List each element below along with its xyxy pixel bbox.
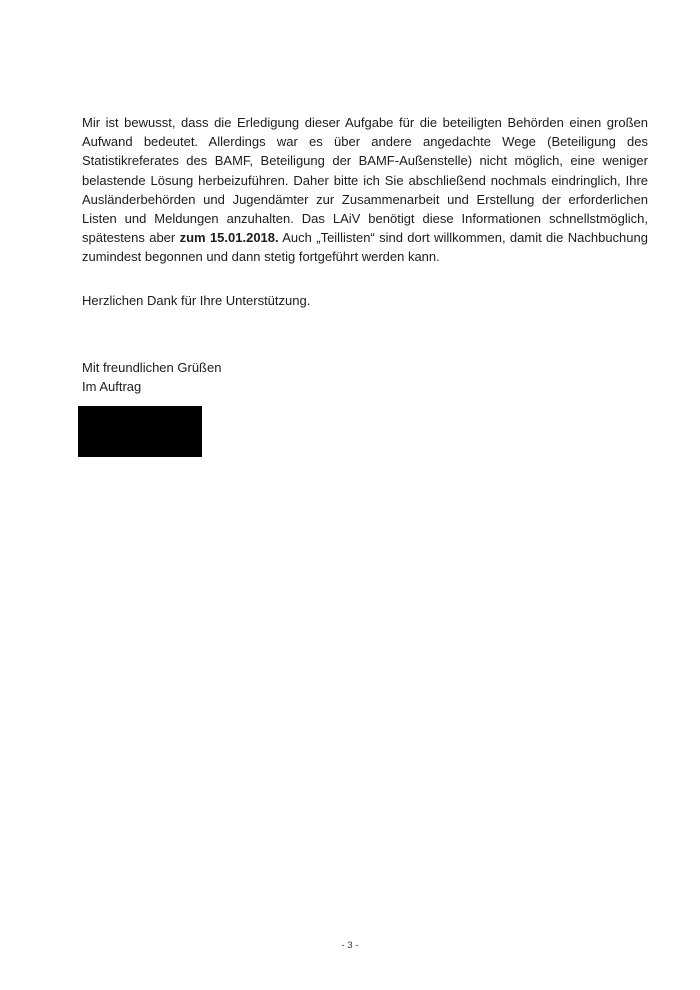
deadline-emphasis: zum 15.01.2018. <box>179 230 279 246</box>
closing-block <box>82 358 648 396</box>
closing-salutation: Mit freundlichen Grüßen <box>82 360 222 375</box>
redacted-signature-block <box>78 406 202 457</box>
paragraph-text-before-deadline: Mir ist bewusst, dass die Erledigung dieser Aufgabe für die beteiligten Behörden einen großen Aufwand bedeutet. Allerdings war es über andere angedachte Wege (Beteiligung des Statistikreferates des BAMF, Beteiligung der BAMF-Außenstelle) nicht möglich, eine weniger belastende Lösung herbeizuführen. Daher bitte ich Sie abschließend nochmals eindringlich, Ihre Ausländerbehörden und Jugendämter zur Zusammenarbeit und Erstellung der erforderlichen Listen und Meldungen anzuhalten. Das LAiV benötigt diese Informationen schnellstmöglich, spätestens aber <box>82 115 648 246</box>
thanks-line: Herzlichen Dank für Ihre Unterstützung. <box>82 293 311 308</box>
body-paragraph <box>82 113 648 267</box>
paragraph-text-after-deadline: Auch „Teillisten“ sind dort willkommen, damit die Nachbuchung zumindest begonnen und dann stetig fortgeführt werden kann. <box>82 230 648 265</box>
on-behalf-line: Im Auftrag <box>82 379 142 395</box>
page-number: - 3 - <box>341 940 359 951</box>
